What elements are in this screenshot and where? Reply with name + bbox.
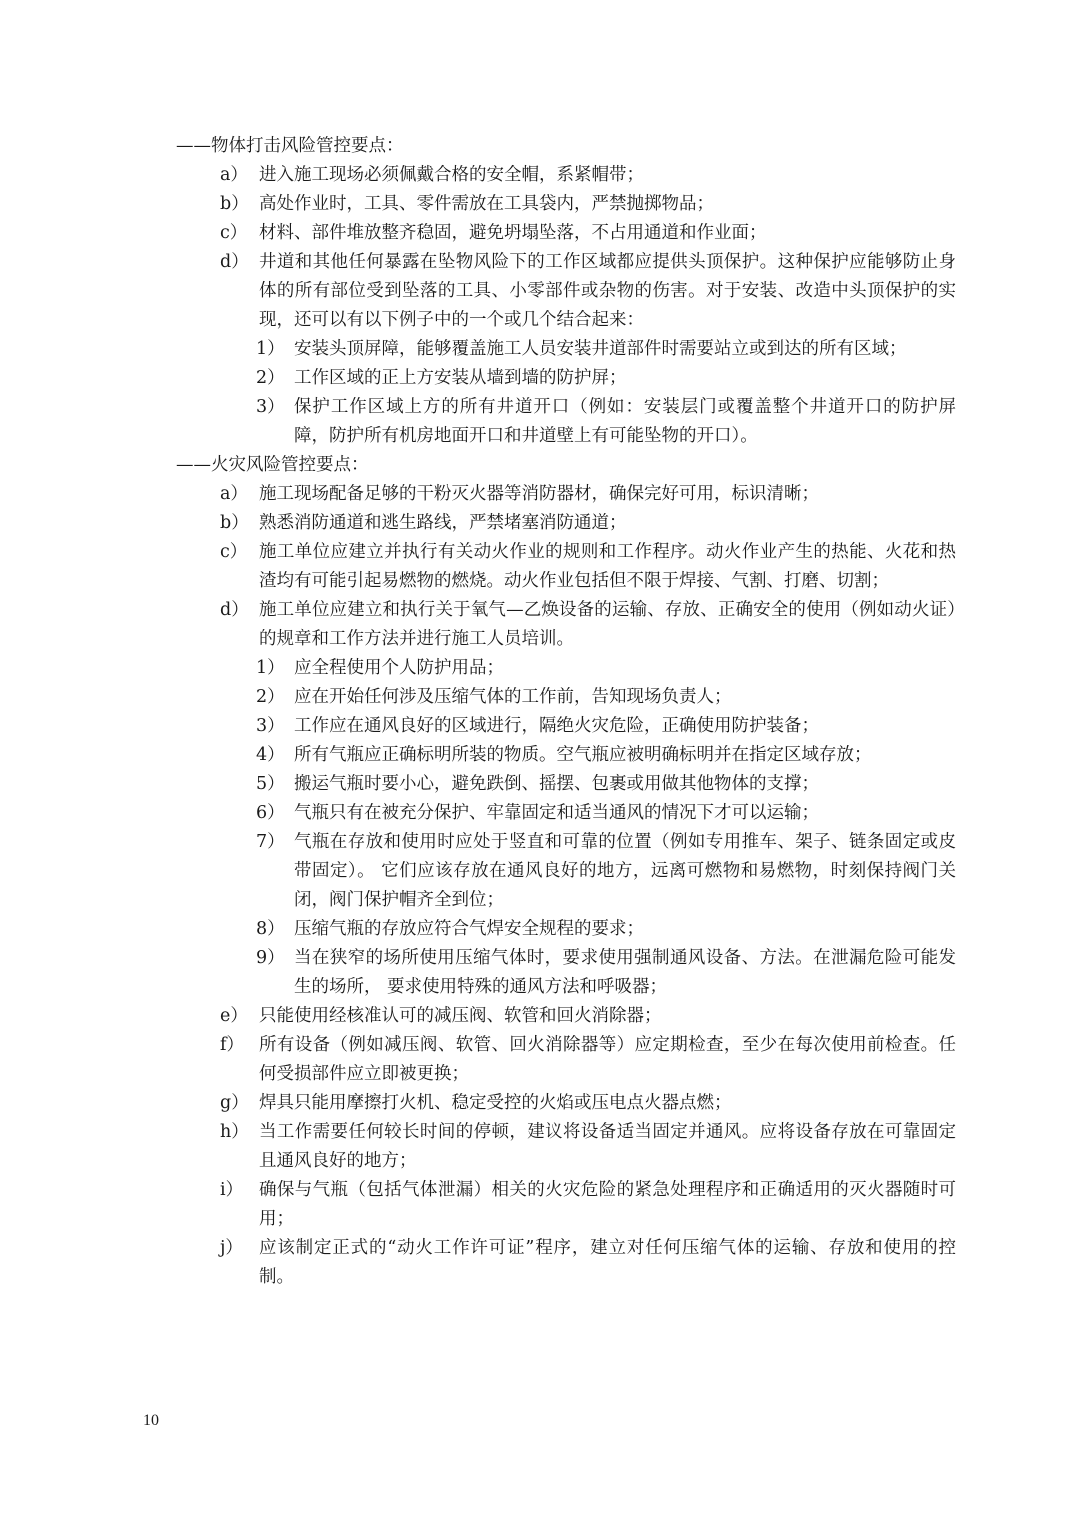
item-marker: a） xyxy=(220,484,248,504)
item-marker: b） xyxy=(220,513,249,533)
sub-list-item xyxy=(176,770,956,799)
item-marker: a） xyxy=(220,165,248,185)
page-number: 10 xyxy=(143,1412,159,1429)
item-text: 安装头顶屏障，能够覆盖施工人员安装井道部件时需要站立或到达的所有区域； xyxy=(294,339,907,359)
item-marker: j） xyxy=(220,1238,243,1258)
item-text: 进入施工现场必须佩戴合格的安全帽，系紧帽带； xyxy=(259,165,644,185)
item-text: 压缩气瓶的存放应符合气焊安全规程的要求； xyxy=(294,919,644,939)
sub-list-item xyxy=(176,364,956,393)
item-marker: 2） xyxy=(256,368,285,388)
list-item xyxy=(176,538,956,596)
item-marker: 9） xyxy=(256,948,285,968)
section-heading: ——物体打击风险管控要点： xyxy=(176,136,404,156)
item-marker: i） xyxy=(220,1180,244,1200)
item-marker: 1） xyxy=(256,658,285,678)
item-text: 施工单位应建立和执行关于氧气—乙焕设备的运输、存放、正确安全的使用（例如动火证）的规章和工作方法并进行施工人员培训。 xyxy=(259,600,956,649)
sub-list-item xyxy=(176,335,956,364)
item-marker: d） xyxy=(220,252,249,272)
item-text: 工作应在通风良好的区域进行，隔绝火灾危险，正确使用防护装备； xyxy=(294,716,819,736)
item-marker: c） xyxy=(220,223,248,243)
item-marker: 8） xyxy=(256,919,285,939)
item-text: 气瓶只有在被充分保护、牢靠固定和适当通风的情况下才可以运输； xyxy=(294,803,819,823)
item-marker: g） xyxy=(220,1093,249,1113)
item-marker: 2） xyxy=(256,687,285,707)
sub-list-item xyxy=(176,654,956,683)
list-item xyxy=(176,509,956,538)
item-text: 确保与气瓶（包括气体泄漏）相关的火灾危险的紧急处理程序和正确适用的灭火器随时可用； xyxy=(259,1180,956,1229)
item-text: 应全程使用个人防护用品； xyxy=(294,658,504,678)
item-text: 所有设备（例如减压阀、软管、回火消除器等）应定期检查，至少在每次使用前检查。任何受损部件应立即被更换； xyxy=(259,1035,956,1084)
sub-list-item xyxy=(176,799,956,828)
list-item xyxy=(176,248,956,335)
item-marker: b） xyxy=(220,194,249,214)
list-item xyxy=(176,161,956,190)
sub-list-item xyxy=(176,683,956,712)
sub-list-item xyxy=(176,741,956,770)
section-fire-risk xyxy=(176,451,956,1292)
item-marker: e） xyxy=(220,1006,248,1026)
sub-list-item xyxy=(176,944,956,1002)
item-marker: 4） xyxy=(256,745,285,765)
item-text: 气瓶在存放和使用时应处于竖直和可靠的位置（例如专用推车、架子、链条固定或皮带固定）。 它们应该存放在通风良好的地方，远离可燃物和易燃物，时刻保持阀门关闭，阀门保护帽齐全到位； xyxy=(294,832,956,910)
sub-list-item xyxy=(176,915,956,944)
list-item xyxy=(176,1089,956,1118)
item-text: 当在狭窄的场所使用压缩气体时，要求使用强制通风设备、方法。在泄漏危险可能发生的场所， 要求使用特殊的通风方法和呼吸器； xyxy=(294,948,956,997)
item-marker: 3） xyxy=(256,397,285,417)
item-text: 当工作需要任何较长时间的停顿，建议将设备适当固定并通风。应将设备存放在可靠固定且通风良好的地方； xyxy=(259,1122,956,1171)
list-item xyxy=(176,190,956,219)
item-text: 施工单位应建立并执行有关动火作业的规则和工作程序。动火作业产生的热能、火花和热渣均有可能引起易燃物的燃烧。动火作业包括但不限于焊接、气割、打磨、切割； xyxy=(259,542,956,591)
document-body xyxy=(176,132,956,1292)
sub-list-item xyxy=(176,393,956,451)
item-text: 应该制定正式的“动火工作许可证”程序，建立对任何压缩气体的运输、存放和使用的控制。 xyxy=(259,1238,956,1287)
list-item xyxy=(176,596,956,654)
item-text: 焊具只能用摩擦打火机、稳定受控的火焰或压电点火器点燃； xyxy=(259,1093,732,1113)
item-marker: 6） xyxy=(256,803,285,823)
sub-list-item xyxy=(176,828,956,915)
item-text: 保护工作区域上方的所有井道开口（例如：安装层门或覆盖整个井道开口的防护屏障，防护所有机房地面开口和井道壁上有可能坠物的开口）。 xyxy=(294,397,956,446)
item-text: 施工现场配备足够的干粉灭火器等消防器材，确保完好可用，标识清晰； xyxy=(259,484,819,504)
list-item xyxy=(176,1031,956,1089)
item-text: 熟悉消防通道和逃生路线，严禁堵塞消防通道； xyxy=(259,513,627,533)
item-marker: f） xyxy=(220,1035,244,1055)
item-text: 应在开始任何涉及压缩气体的工作前，告知现场负责人； xyxy=(294,687,732,707)
item-marker: 3） xyxy=(256,716,285,736)
item-marker: 5） xyxy=(256,774,285,794)
item-text: 高处作业时，工具、零件需放在工具袋内，严禁抛掷物品； xyxy=(259,194,714,214)
item-text: 所有气瓶应正确标明所装的物质。空气瓶应被明确标明并在指定区域存放； xyxy=(294,745,872,765)
section-heading: ——火灾风险管控要点： xyxy=(176,455,369,475)
section-impact-risk xyxy=(176,132,956,451)
item-text: 搬运气瓶时要小心，避免跌倒、摇摆、包裹或用做其他物体的支撑； xyxy=(294,774,819,794)
item-marker: 1） xyxy=(256,339,285,359)
list-item xyxy=(176,1118,956,1176)
list-item xyxy=(176,480,956,509)
item-marker: d） xyxy=(220,600,249,620)
list-item xyxy=(176,1234,956,1292)
item-marker: c） xyxy=(220,542,248,562)
list-item xyxy=(176,219,956,248)
item-text: 只能使用经核准认可的减压阀、软管和回火消除器； xyxy=(259,1006,662,1026)
list-item xyxy=(176,1176,956,1234)
item-marker: h） xyxy=(220,1122,249,1142)
item-text: 材料、部件堆放整齐稳固，避免坍塌坠落，不占用通道和作业面； xyxy=(259,223,767,243)
item-text: 井道和其他任何暴露在坠物风险下的工作区域都应提供头顶保护。这种保护应能够防止身体的所有部位受到坠落的工具、小零部件或杂物的伤害。对于安装、改造中头顶保护的实现，还可以有以下例子中的一个或几个结合起来： xyxy=(259,252,956,330)
item-text: 工作区域的正上方安装从墙到墙的防护屏； xyxy=(294,368,627,388)
item-marker: 7） xyxy=(256,832,285,852)
list-item xyxy=(176,1002,956,1031)
sub-list-item xyxy=(176,712,956,741)
